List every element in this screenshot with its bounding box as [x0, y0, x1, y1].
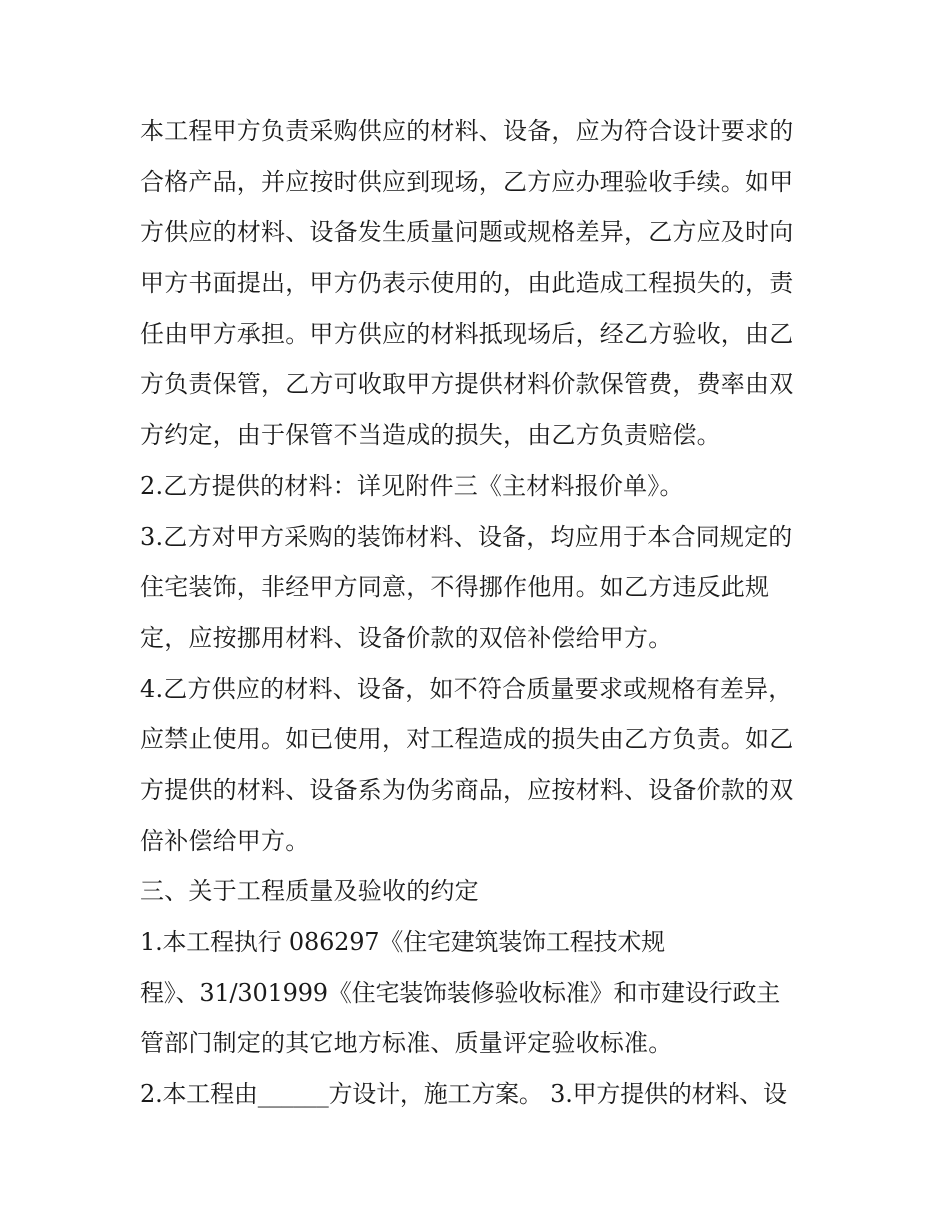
paragraph-line: 应禁止使用。如已使用，对工程造成的损失由乙方负责。如乙 [140, 725, 794, 754]
paragraph-line: 合格产品，并应按时供应到现场，乙方应办理验收手续。如甲 [140, 167, 794, 196]
document-body [140, 106, 830, 1120]
paragraph-line: 方供应的材料、设备发生质量问题或规格差异，乙方应及时向 [140, 218, 794, 247]
clause-2-line: 2.乙方提供的材料：详见附件三《主材料报价单》。 [140, 471, 684, 500]
paragraph-line: 管部门制定的其它地方标准、质量评定验收标准。 [140, 1029, 673, 1058]
paragraph-line: 本工程甲方负责采购供应的材料、设备，应为符合设计要求的 [140, 117, 794, 145]
paragraph-line: 住宅装饰，非经甲方同意，不得挪作他用。如乙方违反此规 [140, 573, 770, 602]
section-heading: 三、关于工程质量及验收的约定 [140, 877, 479, 906]
paragraph-line: 甲方书面提出，甲方仍表示使用的，由此造成工程损失的，责 [140, 269, 794, 298]
clause-1-line: 1.本工程执行 086297《住宅建筑装饰工程技术规 [140, 928, 665, 956]
clause-4-line: 4.乙方供应的材料、设备，如不符合质量要求或规格有差异， [140, 674, 793, 703]
paragraph-line: 倍补偿给甲方。 [140, 826, 310, 855]
paragraph-line: 程》、31/301999《住宅装饰装修验收标准》和市建设行政主 [140, 978, 781, 1007]
paragraph-line: 定，应按挪用材料、设备价款的双倍补偿给甲方。 [140, 623, 673, 652]
paragraph-line: 方约定，由于保管不当造成的损失，由乙方负责赔偿。 [140, 421, 721, 450]
paragraph-line: 方负责保管，乙方可收取甲方提供材料价款保管费，费率由双 [140, 370, 794, 399]
clause-3-line: 3.乙方对甲方采购的装饰材料、设备，均应用于本合同规定的 [140, 522, 793, 551]
clause-2-line: 2.本工程由______方设计，施工方案。 3.甲方提供的材料、设 [140, 1080, 787, 1109]
paragraph-line: 任由甲方承担。甲方供应的材料抵现场后，经乙方验收，由乙 [140, 319, 794, 348]
paragraph-line: 方提供的材料、设备系为伪劣商品，应按材料、设备价款的双 [140, 775, 794, 804]
